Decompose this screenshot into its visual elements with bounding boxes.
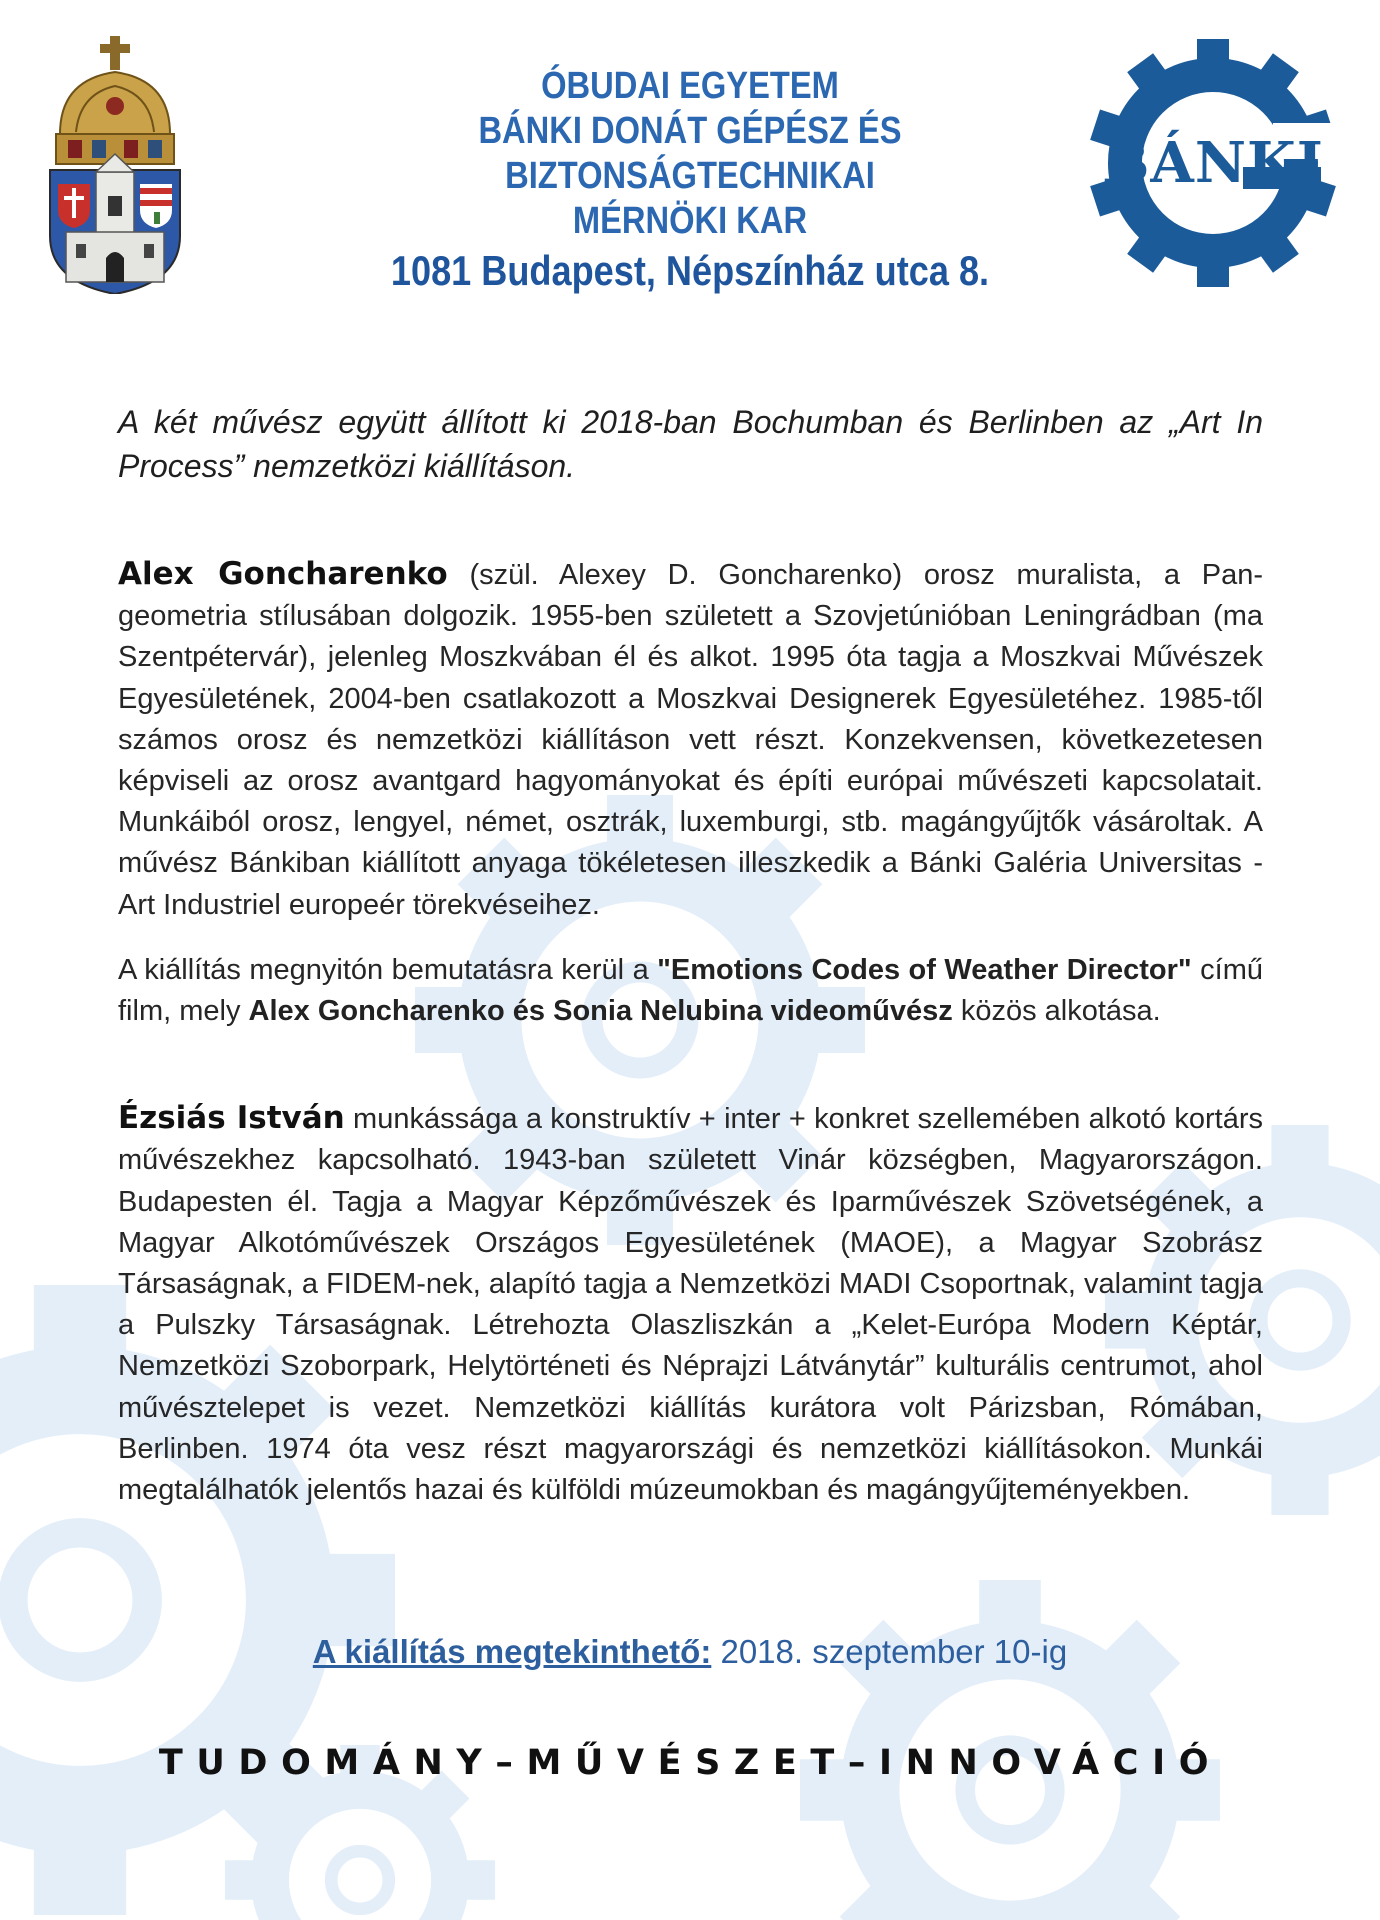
institution-line: ÓBUDAI EGYETEM: [541, 65, 839, 107]
artist-name: Ézsiás István: [118, 1100, 345, 1137]
visit-date: 2018. szeptember 10-ig: [711, 1633, 1068, 1670]
institution-address: 1081 Budapest, Népszínház utca 8.: [390, 247, 990, 294]
motto: TUDOMÁNY–MŰVÉSZET–INNOVÁCIÓ: [158, 1743, 1223, 1783]
film-text: A kiállítás megnyitón bemutatásra kerül a: [118, 953, 658, 986]
intro-paragraph: A két művész együtt állított ki 2018-ban Bochumban és Berlinben az „Art In Process” nemzetközi kiállításon.: [118, 404, 1263, 484]
film-text: című film, mely: [118, 953, 1263, 1028]
banki-gear-logo-icon: [1090, 38, 1336, 288]
visit-label: A kiállítás megtekinthető:: [312, 1633, 712, 1670]
university-coat-of-arms-icon: [46, 36, 184, 294]
institution-line: BIZTONSÁGTECHNIKAI: [505, 155, 875, 197]
film-text: közös alkotása.: [952, 995, 1161, 1028]
banki-logo-word: BÁNKI: [1102, 130, 1324, 196]
artist-bio-text: munkássága a konstruktív + inter + konkret szellemében alkotó kortárs művészekhez kapcsolható. 1943-ban született Vinár községben, Magyarországon. Budapesten él. Tagja a Magyar Képzőművészek és Iparművészek Szövetségének, a Magyar Alkotóművészek Országos Egyesületének (MAOE), a Magyar Szobrász Társaságnak, a FIDEM-nek, alapító tagja a Nemzetközi MADI Csoportnak, valamint tagja a Pulszky Társaságnak. Létrehozta Olaszliszkán a „Kelet-Európa Modern Képtár, Nemzetközi Szoborpark, Helytörténeti és Néprajzi Látványtár” kulturális centrumot, ahol művésztelepet is vezet. Nemzetközi kiállítás kurátora volt Párizsban, Rómában, Berlinben. 1974 óta vesz részt magyarországi és nemzetközi kiállításokon. Munkái megtalálhatók jelentős hazai és külföldi múzeumokban és magángyűjteményekben.: [118, 1103, 1263, 1507]
institution-line: BÁNKI DONÁT GÉPÉSZ ÉS: [478, 110, 902, 152]
film-paragraph: [118, 950, 1263, 1032]
artist-name: Alex Goncharenko: [118, 556, 448, 592]
institution-line: MÉRNÖKI KAR: [572, 200, 808, 242]
artist-bio-text: (szül. Alexey D. Goncharenko) orosz muralista, a Pan-geometria stílusában dolgozik. 1955-ben született a Szovjetúnióban Leningrádban (ma Szentpétervár), jelenleg Moszkvában él és alkot. 1995 óta tagja a Moszkvai Művészek Egyesületének, 2004-ben csatlakozott a Moszkvai Designerek Egyesületéhez. 1985-től számos orosz és nemzetközi kiállításon vett részt. Konzekvensen, következetesen képviseli az orosz avantgard hagyományokat és építi európai művészeti kapcsolatait. Munkáiból orosz, lengyel, német, osztrák, luxemburgi, stb. magángyűjtők vásároltak. A művész Bánkiban kiállított anyaga tökéletesen illeszkedik a Bánki Galéria Universitas - Art Industriel europeér törekvéseihez.: [118, 559, 1263, 921]
institution-block: [300, 64, 1080, 296]
visit-info: [0, 1630, 1380, 1674]
artist-bio-goncharenko: [118, 554, 1263, 926]
film-authors: Alex Goncharenko és Sonia Nelubina videoművész: [248, 995, 953, 1028]
film-title: "Emotions Codes of Weather Director": [657, 953, 1192, 986]
main-content: [118, 400, 1263, 1511]
artist-bio-ezsias: [118, 1098, 1263, 1511]
